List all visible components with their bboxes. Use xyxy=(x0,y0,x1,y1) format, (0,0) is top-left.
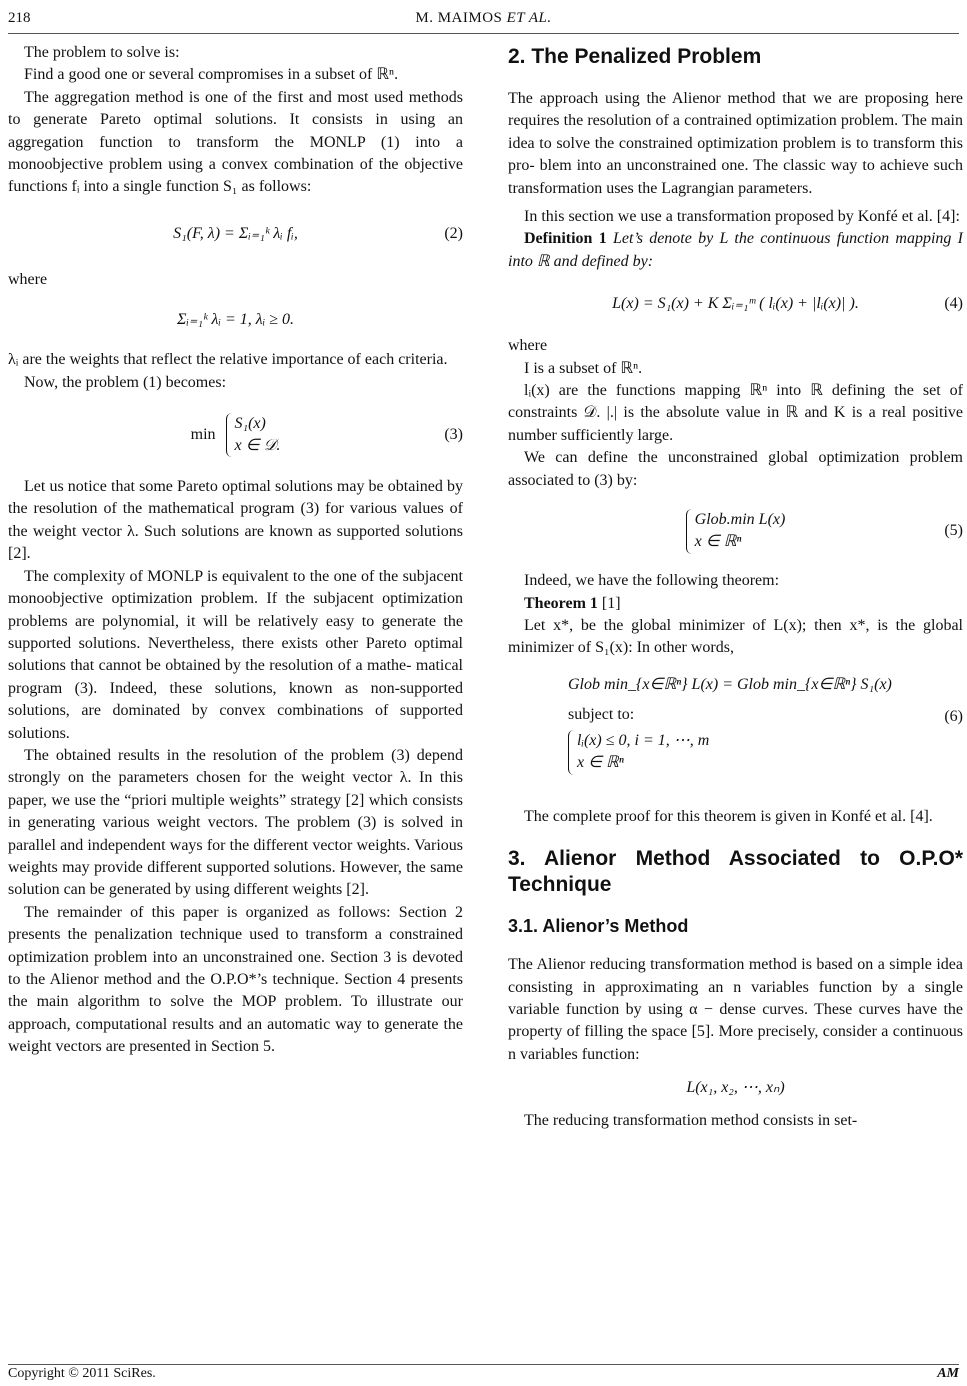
subsection-heading: 3.1. Alienor’s Method xyxy=(508,916,689,937)
section-heading: 2. The Penalized Problem xyxy=(508,45,762,68)
equation-body xyxy=(8,413,463,458)
equation-line: subject to: xyxy=(568,705,635,723)
paragraph: Now, the problem (1) becomes: xyxy=(24,373,227,391)
equation-number: (4) xyxy=(944,295,963,313)
min-operator: min xyxy=(190,425,216,443)
theorem-label: Theorem 1 xyxy=(524,594,598,612)
paragraph: The complexity of MONLP is equivalent to the one of the subjacent monoobjective optimization problem. If the subjacent optimization problems are polynomial, it will be relatively easy to generate the supported solutions. Nevertheless, there exists other Pareto optimal solutions that cannot be obtained by the resolution of a mathe- matical program (3). Indeed, these solutions, known as non-supported solutions, are dominated by convex combinations of supported solutions. xyxy=(8,567,463,742)
copyright: Copyright © 2011 SciRes. xyxy=(8,1366,156,1381)
paragraph: where xyxy=(508,337,548,355)
equation-line: lᵢ(x) ≤ 0, i = 1, ⋯, m xyxy=(577,731,710,749)
equation-line: x ∈ ℝⁿ xyxy=(577,754,624,772)
right-column xyxy=(508,42,963,1133)
et-al: ET AL. xyxy=(506,10,552,26)
journal-abbrev: AM xyxy=(937,1366,959,1381)
equation-line: x ∈ ℝⁿ xyxy=(694,533,742,551)
equation-line: x ∈ 𝒟. xyxy=(234,437,281,455)
paragraph: The approach using the Alienor method that we are proposing here requires the resolution of a contrained optimization problem. The main idea to solve the constrained optimization problem is to transform this pro- blem into an unconstrained one. The classic way to achieve such transformation uses the Lagrangian parameters. xyxy=(508,90,963,197)
equation-text: S₁(F, λ) = Σᵢ₌₁ᵏ λᵢ fᵢ, xyxy=(173,224,298,242)
theorem xyxy=(508,593,963,615)
brace-system xyxy=(226,413,281,458)
equation-L xyxy=(508,1066,963,1110)
equation-3 xyxy=(8,394,463,476)
left-column xyxy=(8,42,463,1059)
equation-text: L(x) = S₁(x) + K Σᵢ₌₁ᵐ ( lᵢ(x) + |lᵢ(x)| ). xyxy=(612,295,859,313)
equation-line: Glob.min L(x) xyxy=(694,510,786,528)
equation-line: S₁(x) xyxy=(234,414,266,432)
equation-number: (6) xyxy=(944,707,963,725)
paragraph: In this section we use a transformation proposed by Konfé et al. [4]: xyxy=(524,208,960,226)
paragraph: Let x*, be the global minimizer of L(x); then x*, is the global minimizer of S₁(x): In other words, xyxy=(508,616,963,657)
equation-text: L(x₁, x₂, ⋯, xₙ) xyxy=(686,1078,785,1096)
equation-5 xyxy=(508,492,963,570)
equation-number: (5) xyxy=(944,521,963,539)
paragraph: lᵢ(x) are the functions mapping ℝⁿ into ℝ defining the set of constraints 𝒟. |.| is the absolute value in ℝ and K is a real positive number sufficiently large. xyxy=(508,382,963,444)
equation-2 xyxy=(8,199,463,269)
definition-label: Definition 1 xyxy=(524,230,607,248)
page-number: 218 xyxy=(8,10,31,26)
paragraph: I is a subset of ℝⁿ. xyxy=(524,359,643,377)
equation-body xyxy=(508,509,963,554)
running-head xyxy=(0,10,967,27)
paragraph: The Alienor reducing transformation method is based on a simple idea consisting in approximating an n variables function by a single variable function by using α − dense curves. These curves have the property of filling the space [5]. More precisely, consider a continuous n variables function: xyxy=(508,956,963,1063)
paragraph: where xyxy=(8,270,48,288)
paragraph: Find a good one or several compromises in a subset of ℝⁿ. xyxy=(24,66,399,84)
page-footer xyxy=(0,1364,967,1384)
paragraph: The aggregation method is one of the first and most used methods to generate Pareto optimal solutions. It consists in using an aggregation function to transform the MONLP (1) into a monoobjective problem using a convex combination of the objective functions fᵢ into a single function S₁ as follows: xyxy=(8,88,463,196)
section-heading: 3. Alienor Method Associated to O.P.O* Technique xyxy=(508,847,963,897)
brace-system xyxy=(686,509,786,554)
paragraph: The problem to solve is: xyxy=(24,44,180,61)
paragraph: Let us notice that some Pareto optimal solutions may be obtained by the resolution of the mathematical program (3) for various values of the weight vector λ. Such solutions are known as supported solutions [2]. xyxy=(8,478,463,563)
paragraph: The obtained results in the resolution of the problem (3) depend strongly on the parameters chosen for the weight vector λ. In this paper, we use the “priori multiple weights” strategy [2] which consists in generating various weight vectors. The problem (3) is solved in parallel and independent ways for the different vector weights. Various weights may provide different supported solutions. However, the same solution can be generated by using different weights [2]. xyxy=(8,746,463,899)
equation-4 xyxy=(508,273,963,335)
paragraph: The remainder of this paper is organized as follows: Section 2 presents the penalization technique used to transform a constrained optimization problem into an unconstrained one. Section 3 is devoted to the Alienor method and the O.P.O*’s technique. Section 4 presents the main algorithm to solve the MOP problem. To illustrate our approach, computational results and an automatic way to generate the weight vectors are presented in Section 5. xyxy=(8,903,463,1056)
authors: M. MAIMOS xyxy=(415,10,503,26)
equation-text: Σᵢ₌₁ᵏ λᵢ = 1, λᵢ ≥ 0. xyxy=(176,311,295,329)
paragraph: The complete proof for this theorem is given in Konfé et al. [4]. xyxy=(524,807,933,825)
paragraph: We can define the unconstrained global optimization problem associated to (3) by: xyxy=(508,449,963,489)
equation-6 xyxy=(508,660,963,806)
footer-rule xyxy=(8,1364,959,1365)
definition xyxy=(508,228,963,273)
paragraph: λᵢ are the weights that reflect the relative importance of each criteria. xyxy=(8,351,448,369)
definition-text: Let’s denote by L the continuous function mapping I into ℝ and defined by: xyxy=(508,230,964,270)
equation-number: (3) xyxy=(444,425,463,443)
equation-weights xyxy=(8,291,463,349)
header-rule xyxy=(8,33,959,34)
paragraph: The reducing transformation method consists in set- xyxy=(524,1112,858,1130)
theorem-ref: [1] xyxy=(601,594,621,612)
brace-system xyxy=(568,730,709,775)
page-header xyxy=(0,10,967,40)
paragraph: Indeed, we have the following theorem: xyxy=(524,572,780,590)
equation-line: Glob min_{x∈ℝⁿ} L(x) = Glob min_{x∈ℝⁿ} S₁(x) xyxy=(568,675,892,693)
equation-number: (2) xyxy=(444,224,463,242)
